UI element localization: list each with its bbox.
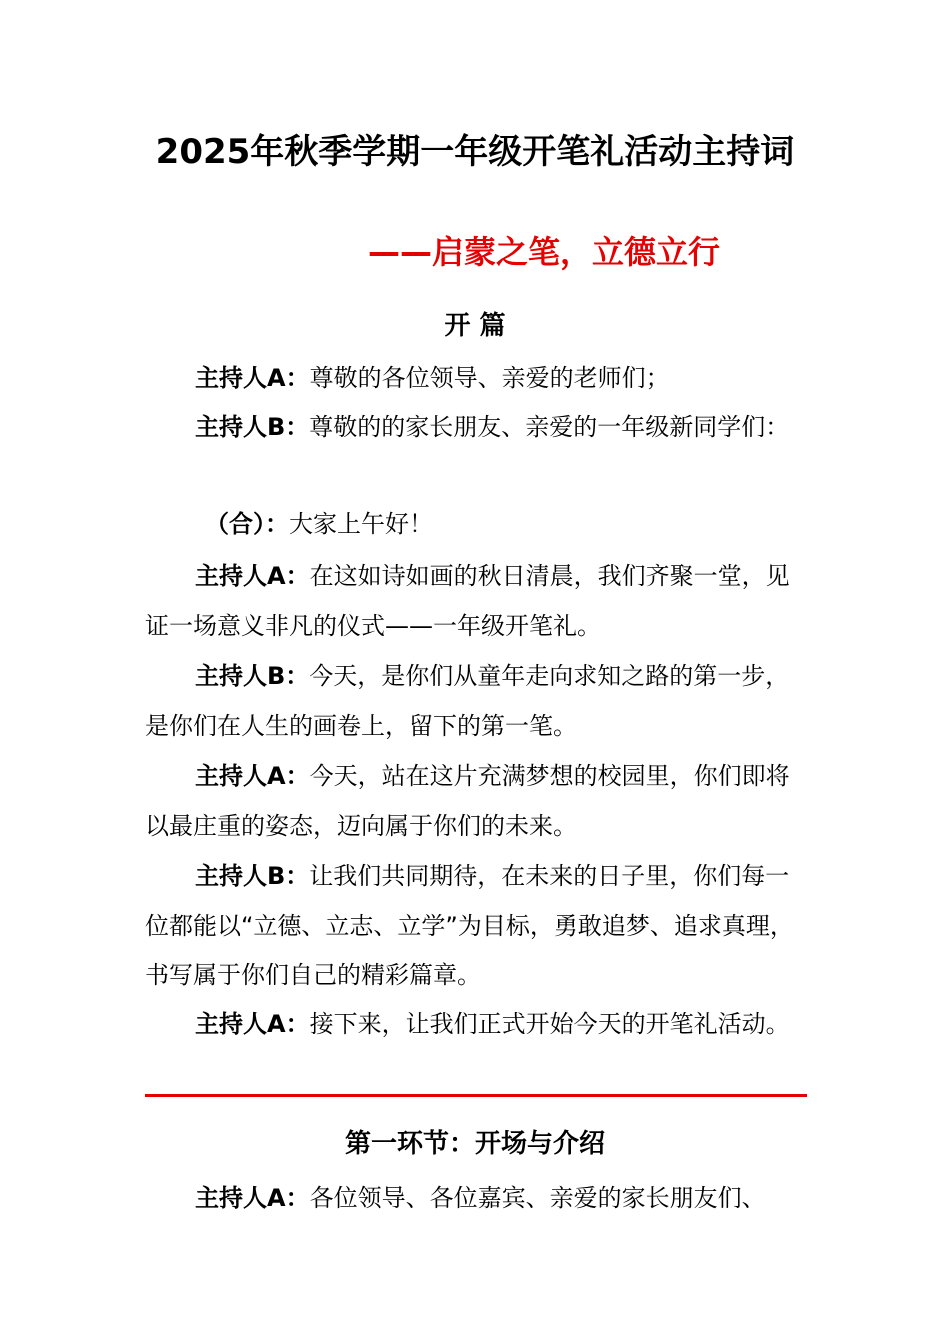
speaker-label: 主持人B：	[195, 862, 310, 890]
dialogue-line	[145, 1000, 810, 1050]
dialogue-line	[145, 403, 810, 453]
dialogue-line	[145, 354, 810, 404]
speaker-label: 主持人A：	[195, 1010, 310, 1038]
dialogue-text: 尊敬的各位领导、亲爱的老师们；	[309, 364, 670, 392]
speaker-label: 主持人A：	[195, 762, 310, 790]
dialogue-text: 今天，是你们从童年走向求知之路的第一步，是你们在人生的画卷上，留下的第一笔。	[145, 662, 790, 740]
dialogue-line	[145, 652, 810, 751]
speaker-label: 主持人A：	[195, 1184, 310, 1212]
speaker-label: 主持人B：	[195, 662, 310, 690]
document-title: 2025年秋季学期一年级开笔礼活动主持词	[155, 132, 795, 172]
dialogue-text: 在这如诗如画的秋日清晨，我们齐聚一堂，见证一场意义非凡的仪式——一年级开笔礼。	[145, 562, 790, 640]
dialogue-text: 尊敬的的家长朋友、亲爱的一年级新同学们：	[309, 413, 790, 441]
speaker-label: 主持人A：	[195, 364, 310, 392]
dialogue-text: 让我们共同期待，在未来的日子里，你们每一位都能以“立德、立志、立学”为目标，勇敢追梦、追求真理，书写属于你们自己的精彩篇章。	[145, 862, 794, 989]
dialogue-text: 各位领导、各位嘉宾、亲爱的家长朋友们、	[309, 1184, 766, 1212]
dialogue-text: 大家上午好！	[289, 510, 433, 538]
dialogue-line	[145, 852, 810, 1001]
section-heading-part-one: 第一环节：开场与介绍	[344, 1129, 605, 1159]
speaker-label: （合）：	[205, 510, 289, 538]
dialogue-line-chorus	[205, 504, 433, 544]
section-heading-opening: 开 篇	[444, 311, 506, 341]
document-subtitle: ——启蒙之笔，立德立行	[368, 233, 721, 271]
section-divider	[145, 1094, 807, 1097]
dialogue-line	[145, 1174, 810, 1224]
dialogue-text: 接下来，让我们正式开始今天的开笔礼活动。	[309, 1010, 790, 1038]
speaker-label: 主持人B：	[195, 413, 310, 441]
speaker-label: 主持人A：	[195, 562, 310, 590]
dialogue-line	[145, 752, 810, 851]
dialogue-line	[145, 552, 810, 651]
dialogue-text: 今天，站在这片充满梦想的校园里，你们即将以最庄重的姿态，迈向属于你们的未来。	[145, 762, 790, 840]
